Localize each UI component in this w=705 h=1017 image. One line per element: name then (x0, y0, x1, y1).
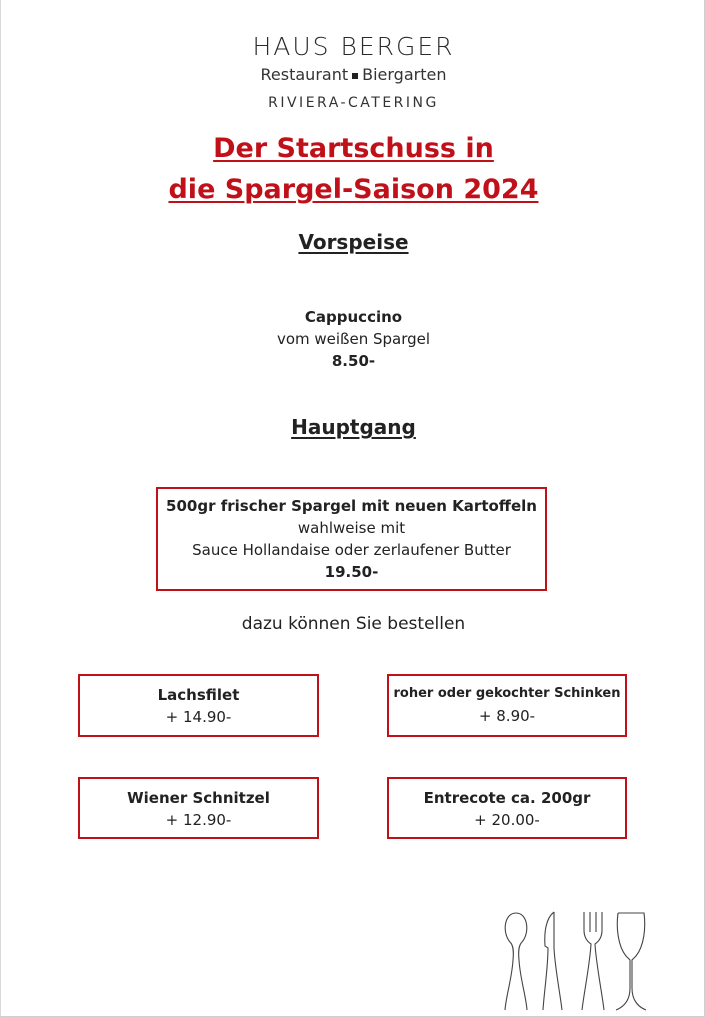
extra-item-box (78, 777, 319, 839)
extra-item-price: + 12.90- (165, 811, 232, 829)
page-title (1, 128, 705, 210)
section-heading-vorspeise: Vorspeise (298, 230, 409, 254)
extras-note: dazu können Sie bestellen (241, 614, 466, 634)
starter-dish (1, 306, 705, 372)
main-dish-price: 19.50- (324, 563, 379, 581)
main-dish-sauce: Sauce Hollandaise oder zerlaufener Butter (192, 541, 511, 559)
title-line-2: die Spargel-Saison 2024 (168, 174, 539, 205)
extra-item-name: Wiener Schnitzel (127, 789, 270, 807)
logo-subtitle (1, 65, 705, 84)
extra-item-box (78, 674, 319, 737)
title-line-1: Der Startschuss in (213, 133, 494, 164)
section-vorspeise (1, 230, 705, 254)
extra-item-price: + 20.00- (474, 811, 540, 829)
main-dish-box (156, 487, 547, 591)
section-heading-hauptgang: Hauptgang (291, 415, 416, 439)
main-dish-option: wahlweise mit (297, 519, 406, 537)
starter-name: Cappuccino (304, 308, 403, 326)
extra-item-name: roher oder gekochter Schinken (393, 686, 621, 701)
section-hauptgang (1, 415, 705, 439)
extra-item-price: + 8.90- (478, 707, 536, 725)
cutlery-icon (496, 908, 656, 1012)
main-dish-name: 500gr frischer Spargel mit neuen Kartoffeln (166, 497, 537, 515)
extra-item-price: + 14.90- (165, 708, 232, 726)
square-dot-icon (352, 73, 358, 79)
extra-item-name: Lachsfilet (157, 686, 240, 704)
starter-description: vom weißen Spargel (276, 330, 431, 348)
starter-price: 8.50- (331, 352, 376, 370)
extra-item-name: Entrecote ca. 200gr (423, 789, 591, 807)
extra-item-box (387, 674, 627, 737)
logo-sub-restaurant: Restaurant (260, 65, 349, 84)
logo-catering: RIVIERA-CATERING (268, 95, 439, 111)
extra-item-box (387, 777, 627, 839)
logo-sub-biergarten: Biergarten (362, 65, 447, 84)
logo-name: HAUS BERGER (252, 32, 455, 61)
